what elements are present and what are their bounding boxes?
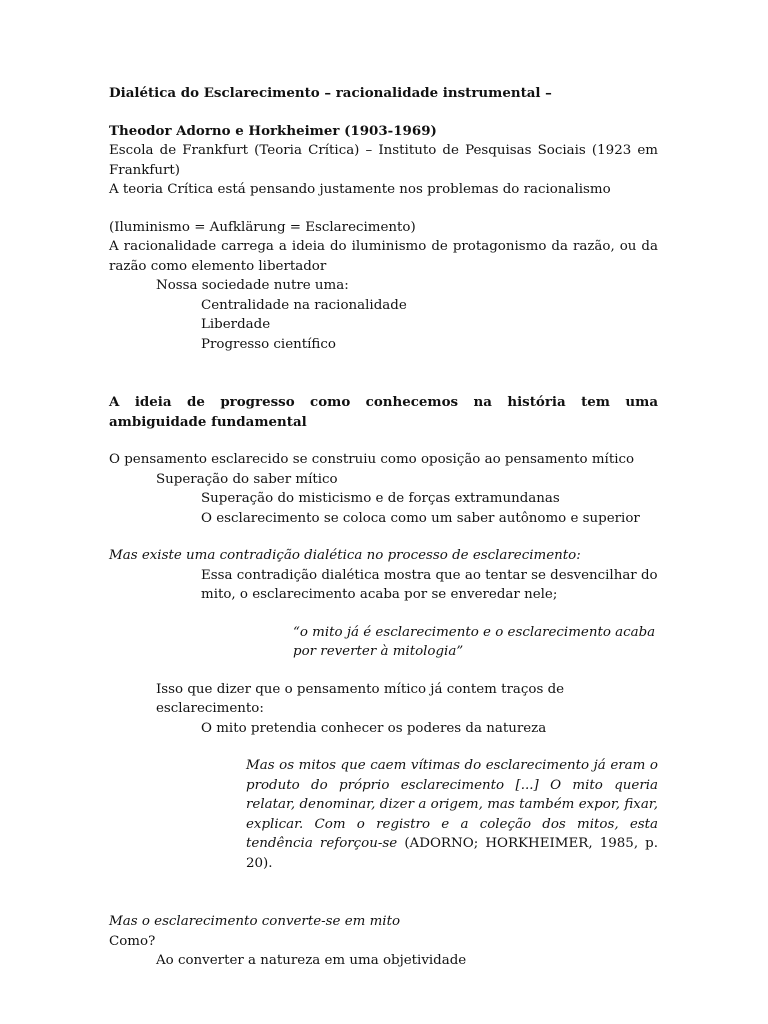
como-line: Como? (109, 933, 156, 949)
document-page (109, 84, 658, 971)
sociedade-line: Nossa sociedade nutre uma: (156, 278, 349, 293)
pensamento-line: O pensamento esclarecido se construiu como oposição ao pensamento mítico (109, 452, 635, 467)
block-quote (246, 756, 658, 873)
school-line: Escola de Frankfurt (Teoria Crítica) – Instituto de Pesquisas Sociais (1923 em Frankfurt) (109, 143, 658, 178)
sociedade-item: Progresso científico (201, 336, 336, 352)
progresso-heading: A ideia de progresso como conhecemos na história tem uma ambiguidade fundamental (109, 394, 658, 430)
sociedade-item: Liberdade (201, 317, 271, 332)
document-title: Dialética do Esclarecimento – racionalidade instrumental – (109, 85, 552, 101)
converte-line: Mas o esclarecimento converte-se em mito (109, 914, 401, 929)
contradicao-detail: Essa contradição dialética mostra que ao tentar se desvencilhar do mito, o esclarecimento acaba por se enveredar nele; (201, 567, 658, 602)
authors-line: Theodor Adorno e Horkheimer (1903-1969) (109, 122, 437, 139)
ao-converter-line: Ao converter a natureza em uma objetividade (156, 953, 467, 968)
block-quote-reference: (ADORNO; HORKHEIMER, 1985, p. 20). (246, 836, 659, 871)
mito-pretendia-line: O mito pretendia conhecer os poderes da natureza (201, 720, 547, 736)
critical-theory-line: A teoria Crítica está pensando justamente nos problemas do racionalismo (109, 182, 611, 197)
superacao-item: Superação do misticismo e de forças extramundanas (201, 491, 560, 506)
block-quote-text: Mas os mitos que caem vítimas do esclarecimento já eram o produto do próprio esclarecimento [...] O mito queria relatar, denominar, dizer a origem, mas também expor, fixar, explicar. Com o registro e a coleção dos mitos, esta tendência reforçou-se (246, 758, 658, 851)
mito-quote: “o mito já é esclarecimento e o esclarecimento acaba por reverter à mitologia” (293, 624, 656, 659)
iluminismo-line: (Iluminismo = Aufklärung = Esclarecimento) (109, 219, 416, 235)
superacao-item: O esclarecimento se coloca como um saber autônomo e superior (201, 510, 640, 526)
isso-quer-line: Isso que dizer que o pensamento mítico já contem traços de esclarecimento: (156, 681, 565, 716)
racionalidade-paragraph: A racionalidade carrega a ideia do iluminismo de protagonismo da razão, ou da razão como elemento libertador (109, 239, 658, 274)
sociedade-item: Centralidade na racionalidade (201, 297, 407, 313)
contradicao-line: Mas existe uma contradição dialética no processo de esclarecimento: (109, 548, 581, 563)
superacao-line: Superação do saber mítico (156, 471, 338, 487)
